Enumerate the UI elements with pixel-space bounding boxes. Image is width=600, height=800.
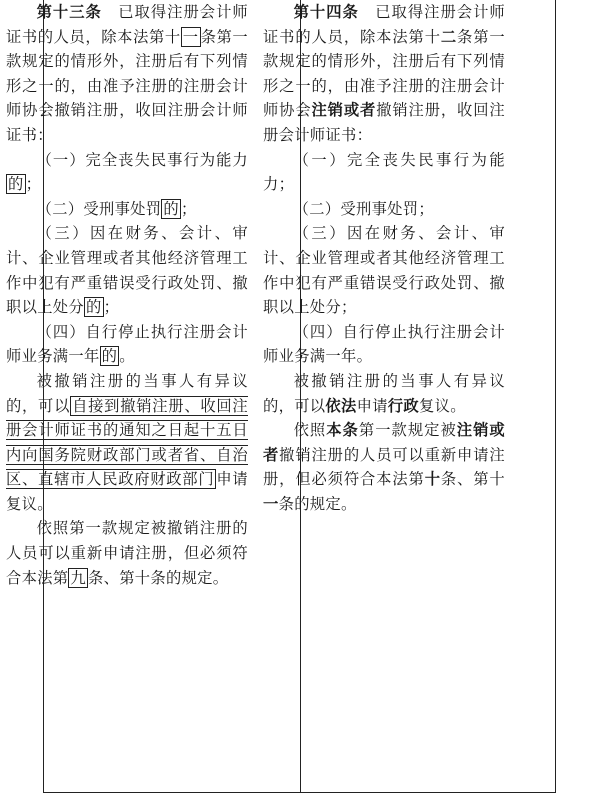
left-paragraph-3: 依照第一款规定被撤销注册的人员可以重新申请注册，但必须符合本法第 九 条、第十条的规定。 (6, 519, 248, 587)
right-article-paragraph: 第十四条 已取得注册会计师证书的人员，除本法第十二条第一款规定的情形外，注册后有下列情形之一的，由准予注册的注册会计师协会注销或者撤销注册，收回注册会计师证书： (263, 3, 506, 144)
left-item-4: （四）自行停止执行注册会计师业务满一年 的 。 (6, 322, 248, 366)
changed-text-box: 自接到撤销注册、收回注册会计师证书的通知之日起十五日内向国务院财政部门或者省、自治区、直辖市人民政府财政部门 (6, 396, 248, 489)
added-text-bold: 十 (424, 470, 441, 489)
right-article-number: 第十四条 (293, 3, 359, 21)
changed-text-box: 九 (70, 568, 86, 587)
right-item-2: （二）受刑事处罚； (293, 199, 434, 218)
changed-text-box: 的 (8, 175, 24, 194)
left-article-paragraph: 第十三条 已取得注册会计师证书的人员，除本法第十 一 条第一款规定的情形外，注册后有下列情形之一的，由准予注册的注册会计师协会撤销注册，收回注册会计师证书： (6, 3, 249, 144)
right-item-1: （一）完全丧失民事行为能力； (263, 150, 505, 194)
added-text-bold: 一 (263, 494, 279, 513)
added-text-bold: 注销或者 (263, 421, 505, 464)
right-item-4: （四）自行停止执行注册会计师业务满一年。 (263, 322, 505, 366)
added-text-bold: 行政 (387, 396, 419, 415)
right-paragraph-3: 依照本条第一款规定被注销或者撤销注册的人员可以重新申请注册，但必须符合本法第十条、第十一条的规定。 (263, 421, 505, 513)
left-item-1: （一）完全丧失民事行为能力的 ； (8, 150, 248, 194)
changed-text-box: 的 (101, 347, 118, 366)
left-paragraph-2: 被撤销注册的当事人有异议的，可以 自接到撤销注册、收回注册会计师证书的通知之日起十五日内向国务院财政部门或者省、自治区、直辖市人民政府财政部门 申请复议。 (6, 371, 248, 513)
left-article-number: 第十三条 (36, 3, 102, 21)
right-item-3: （三）因在财务、会计、审计、企业管理或者其他经济管理工作中犯有严重错误受行政处罚、撤职以上处分； (263, 224, 505, 317)
added-text-bold: 注销或者 (311, 101, 377, 120)
added-text-bold: 二 (440, 27, 458, 46)
left-item-2: （二）受刑事处罚 的 ； (36, 199, 197, 218)
right-paragraph-2: 被撤销注册的当事人有异议的，可以依法申请行政复议。 (263, 371, 505, 415)
added-text-bold: 依法 (325, 396, 357, 415)
changed-text-box: 的 (86, 298, 102, 317)
changed-text-box: 的 (163, 199, 179, 218)
changed-text-box: 一 (182, 27, 199, 46)
added-text-bold: 本条 (326, 421, 359, 440)
right-column (263, 0, 505, 516)
left-item-3: （三）因在财务、会计、审计、企业管理或者其他经济管理工作中犯有严重错误受行政处罚、撤职以上处分 的 ； (6, 224, 248, 317)
left-column (6, 0, 248, 590)
